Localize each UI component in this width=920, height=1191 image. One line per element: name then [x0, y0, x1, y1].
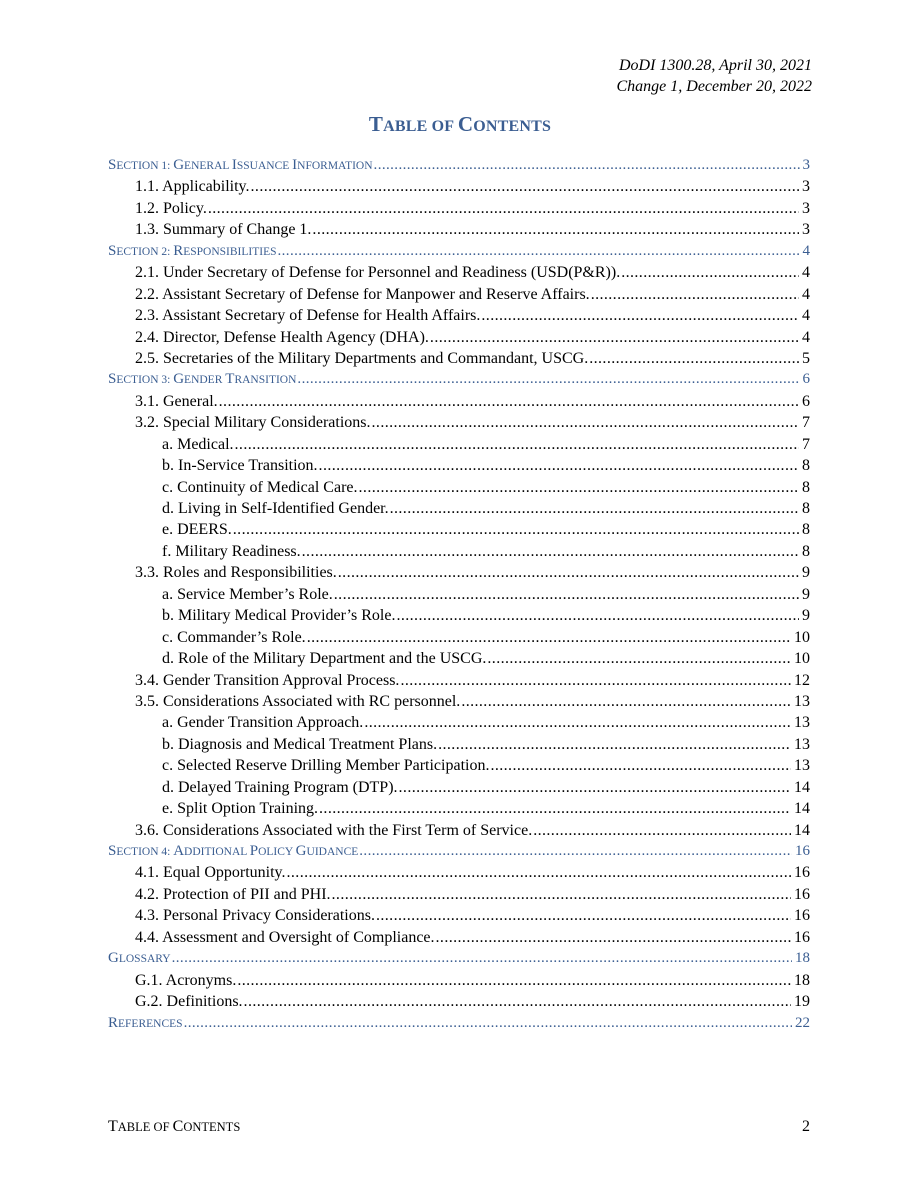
toc-entry[interactable]: [108, 350, 810, 371]
toc-entry-title: 2.2. Assistant Secretary of Defense for Manpower and Reserve Affairs.: [135, 285, 590, 303]
toc-entry[interactable]: [108, 607, 810, 628]
toc-entry-title: e. DEERS.: [162, 521, 232, 539]
document-header: [616, 55, 812, 97]
toc-entry-title: 1.3. Summary of Change 1.: [135, 221, 312, 239]
toc-page-number: 13: [794, 757, 810, 775]
toc-entry-title: 4.1. Equal Opportunity.: [135, 864, 286, 882]
toc-dot-leader: [244, 993, 791, 1011]
toc-entry[interactable]: [108, 736, 810, 757]
toc-dot-leader: [332, 886, 791, 904]
toc-entry-title: a. Gender Transition Approach.: [162, 714, 364, 732]
toc-dot-leader: [430, 329, 799, 347]
toc-entry[interactable]: [108, 393, 810, 414]
toc-entry-title: 3.2. Special Military Considerations.: [135, 414, 371, 432]
toc-entry-title: 4.4. Assessment and Oversight of Compliance.: [135, 928, 435, 946]
toc-entry-title: 2.4. Director, Defense Health Agency (DHA).: [135, 328, 429, 346]
toc-dot-leader: [364, 714, 791, 732]
toc-dot-leader: [237, 972, 791, 990]
toc-page-number: 9: [802, 607, 810, 625]
toc-page-number: 4: [802, 307, 810, 325]
toc-entry-title: c. Commander’s Role.: [162, 628, 306, 646]
toc-entry-title: b. In-Service Transition.: [162, 457, 318, 475]
toc-entry-title: 3.4. Gender Transition Approval Process.: [135, 671, 400, 689]
page-title: TABLE OF CONTENTS: [368, 112, 552, 136]
toc-page-number: 4: [802, 242, 810, 259]
toc-entry[interactable]: [108, 200, 810, 221]
toc-entry[interactable]: [108, 221, 810, 242]
toc-entry-title: d. Role of the Military Department and the USCG.: [162, 650, 487, 668]
toc-page-number: 4: [802, 285, 810, 303]
toc-entry[interactable]: [108, 972, 810, 993]
toc-entry[interactable]: [108, 886, 810, 907]
toc-entry-title: c. Selected Reserve Drilling Member Participation.: [162, 757, 490, 775]
toc-section-entry[interactable]: [108, 950, 810, 971]
toc-entry-title: SECTION 3: GENDER TRANSITION: [108, 371, 297, 388]
toc-dot-leader: [359, 479, 799, 497]
toc-entry[interactable]: [108, 414, 810, 435]
toc-dot-leader: [184, 1015, 792, 1032]
toc-page-number: 16: [795, 843, 810, 859]
toc-page-number: 22: [795, 1014, 810, 1031]
toc-page-number: 9: [802, 564, 810, 582]
toc-page-number: 10: [794, 628, 810, 646]
toc-page-number: 16: [794, 885, 810, 903]
toc-page-number: 7: [802, 435, 810, 453]
toc-page-number: 18: [794, 971, 810, 989]
toc-entry-title: SECTION 4: ADDITIONAL POLICY GUIDANCE: [108, 843, 359, 859]
toc-entry[interactable]: [108, 307, 810, 328]
toc-entry[interactable]: [108, 779, 810, 800]
toc-page-number: 12: [794, 671, 810, 689]
toc-entry[interactable]: [108, 864, 810, 885]
toc-entry[interactable]: [108, 907, 810, 928]
toc-entry[interactable]: [108, 543, 810, 564]
page-footer: [108, 1118, 810, 1136]
toc-entry-title: d. Delayed Training Program (DTP).: [162, 778, 398, 796]
toc-entry[interactable]: [108, 586, 810, 607]
toc-entry-title: 4.3. Personal Privacy Considerations.: [135, 907, 375, 925]
toc-dot-leader: [359, 843, 792, 860]
toc-entry-title: SECTION 2: RESPONSIBILITIES: [108, 242, 277, 259]
toc-entry-title: SECTION 1: GENERAL ISSUANCE INFORMATION: [108, 157, 373, 173]
toc-page-number: 6: [802, 371, 810, 388]
toc-page-number: 13: [794, 735, 810, 753]
toc-dot-leader: [278, 243, 800, 260]
toc-dot-leader: [390, 500, 799, 518]
toc-page-number: 3: [802, 221, 810, 239]
toc-dot-leader: [490, 757, 791, 775]
toc-dot-leader: [487, 650, 791, 668]
toc-entry-title: 1.2. Policy.: [135, 199, 207, 217]
toc-dot-leader: [319, 800, 791, 818]
toc-dot-leader: [312, 221, 799, 239]
toc-entry-title: d. Living in Self-Identified Gender.: [162, 500, 389, 517]
toc-page-number: 9: [802, 585, 810, 603]
toc-page-number: 8: [802, 457, 810, 475]
toc-entry-title: 2.5. Secretaries of the Military Departments and Commandant, USCG.: [135, 349, 589, 367]
footer-label: TABLE OF CONTENTS: [108, 1118, 241, 1135]
toc-dot-leader: [233, 521, 799, 539]
toc-entry-title: 2.3. Assistant Secretary of Defense for Health Affairs.: [135, 307, 481, 325]
toc-dot-leader: [376, 907, 791, 925]
table-of-contents: [108, 157, 810, 1036]
toc-page-number: 18: [795, 950, 810, 967]
toc-dot-leader: [436, 929, 791, 947]
toc-entry[interactable]: [108, 800, 810, 821]
change-date: Change 1, December 20, 2022: [616, 78, 812, 95]
toc-entry[interactable]: [108, 757, 810, 778]
toc-dot-leader: [461, 693, 791, 711]
toc-entry-title: f. Military Readiness.: [162, 542, 301, 560]
toc-page-number: 16: [794, 907, 810, 925]
toc-entry[interactable]: [108, 929, 810, 950]
toc-entry[interactable]: [108, 264, 810, 285]
toc-section-entry[interactable]: [108, 243, 810, 264]
toc-entry[interactable]: [108, 693, 810, 714]
toc-entry-title: c. Continuity of Medical Care.: [162, 478, 358, 496]
toc-entry-title: 2.1. Under Secretary of Defense for Personnel and Readiness (USD(P&R)).: [135, 264, 621, 282]
toc-entry[interactable]: [108, 564, 810, 585]
toc-section-entry[interactable]: [108, 157, 810, 178]
toc-dot-leader: [251, 178, 799, 196]
toc-entry[interactable]: [108, 329, 810, 350]
toc-entry[interactable]: [108, 178, 810, 199]
document-id-date: DoDI 1300.28, April 30, 2021: [618, 57, 812, 74]
toc-page-number: 3: [802, 199, 810, 217]
toc-page-number: 14: [794, 821, 810, 839]
toc-entry[interactable]: [108, 436, 810, 457]
toc-page-number: 7: [802, 414, 810, 432]
toc-section-entry[interactable]: [108, 1015, 810, 1036]
toc-entry-title: REFERENCES: [108, 1014, 183, 1031]
toc-page-number: 19: [794, 993, 810, 1011]
toc-entry-title: 3.6. Considerations Associated with the First Term of Service.: [135, 821, 533, 839]
toc-page-number: 8: [802, 500, 810, 517]
toc-entry-title: GLOSSARY: [108, 950, 171, 967]
toc-dot-leader: [399, 779, 791, 797]
toc-dot-leader: [591, 286, 799, 304]
toc-dot-leader: [374, 157, 800, 174]
toc-dot-leader: [307, 629, 791, 647]
toc-page-number: 16: [794, 864, 810, 882]
toc-entry-title: b. Military Medical Provider’s Role.: [162, 607, 396, 625]
toc-dot-leader: [589, 350, 799, 368]
toc-page-number: 8: [802, 478, 810, 496]
toc-dot-leader: [621, 264, 799, 282]
toc-dot-leader: [372, 414, 799, 432]
toc-dot-leader: [219, 393, 799, 411]
toc-page-number: 14: [794, 778, 810, 796]
toc-dot-leader: [533, 822, 791, 840]
toc-dot-leader: [172, 950, 792, 967]
page-number: 2: [802, 1118, 810, 1135]
toc-entry[interactable]: [108, 714, 810, 735]
toc-dot-leader: [481, 307, 799, 325]
toc-entry-title: 4.2. Protection of PII and PHI.: [135, 885, 331, 903]
toc-entry[interactable]: [108, 479, 810, 500]
toc-entry-title: G.1. Acronyms.: [135, 971, 237, 989]
toc-entry-title: a. Service Member’s Role.: [162, 585, 333, 603]
toc-entry-title: b. Diagnosis and Medical Treatment Plans.: [162, 735, 438, 753]
toc-entry-title: 3.1. General.: [135, 392, 218, 410]
toc-page-number: 8: [802, 542, 810, 560]
toc-page-number: 4: [802, 264, 810, 282]
toc-page-number: 3: [802, 178, 810, 196]
toc-entry[interactable]: [108, 457, 810, 478]
toc-page-number: 13: [794, 714, 810, 732]
toc-entry[interactable]: [108, 521, 810, 542]
toc-dot-leader: [287, 864, 792, 882]
toc-entry[interactable]: [108, 629, 810, 650]
toc-page-number: 8: [802, 521, 810, 539]
toc-dot-leader: [438, 736, 791, 754]
toc-section-entry[interactable]: [108, 843, 810, 864]
toc-page-number: 10: [794, 650, 810, 668]
toc-dot-leader: [334, 586, 799, 604]
toc-page-number: 6: [802, 392, 810, 410]
toc-page-number: 4: [802, 328, 810, 346]
toc-page-number: 14: [794, 800, 810, 818]
toc-entry-title: 3.3. Roles and Responsibilities.: [135, 564, 337, 582]
toc-entry[interactable]: [108, 286, 810, 307]
toc-dot-leader: [400, 672, 791, 690]
toc-entry-title: e. Split Option Training.: [162, 800, 319, 818]
toc-page-number: 5: [802, 349, 810, 367]
toc-dot-leader: [297, 371, 799, 388]
toc-entry[interactable]: [108, 650, 810, 671]
toc-dot-leader: [319, 457, 799, 475]
toc-page-number: 16: [794, 928, 810, 946]
toc-entry-title: 3.5. Considerations Associated with RC personnel.: [135, 692, 461, 710]
toc-dot-leader: [302, 543, 799, 561]
toc-entry-title: 1.1. Applicability.: [135, 178, 250, 196]
toc-entry-title: G.2. Definitions.: [135, 993, 243, 1011]
toc-entry[interactable]: [108, 993, 810, 1014]
toc-dot-leader: [396, 607, 799, 625]
toc-dot-leader: [208, 200, 799, 218]
toc-page-number: 13: [794, 692, 810, 710]
toc-entry[interactable]: [108, 672, 810, 693]
toc-section-entry[interactable]: [108, 371, 810, 392]
toc-entry-title: a. Medical.: [162, 435, 234, 453]
toc-dot-leader: [235, 436, 799, 454]
toc-entry[interactable]: [108, 500, 810, 521]
toc-page-number: 3: [802, 157, 810, 173]
toc-entry[interactable]: [108, 822, 810, 843]
toc-dot-leader: [338, 564, 799, 582]
